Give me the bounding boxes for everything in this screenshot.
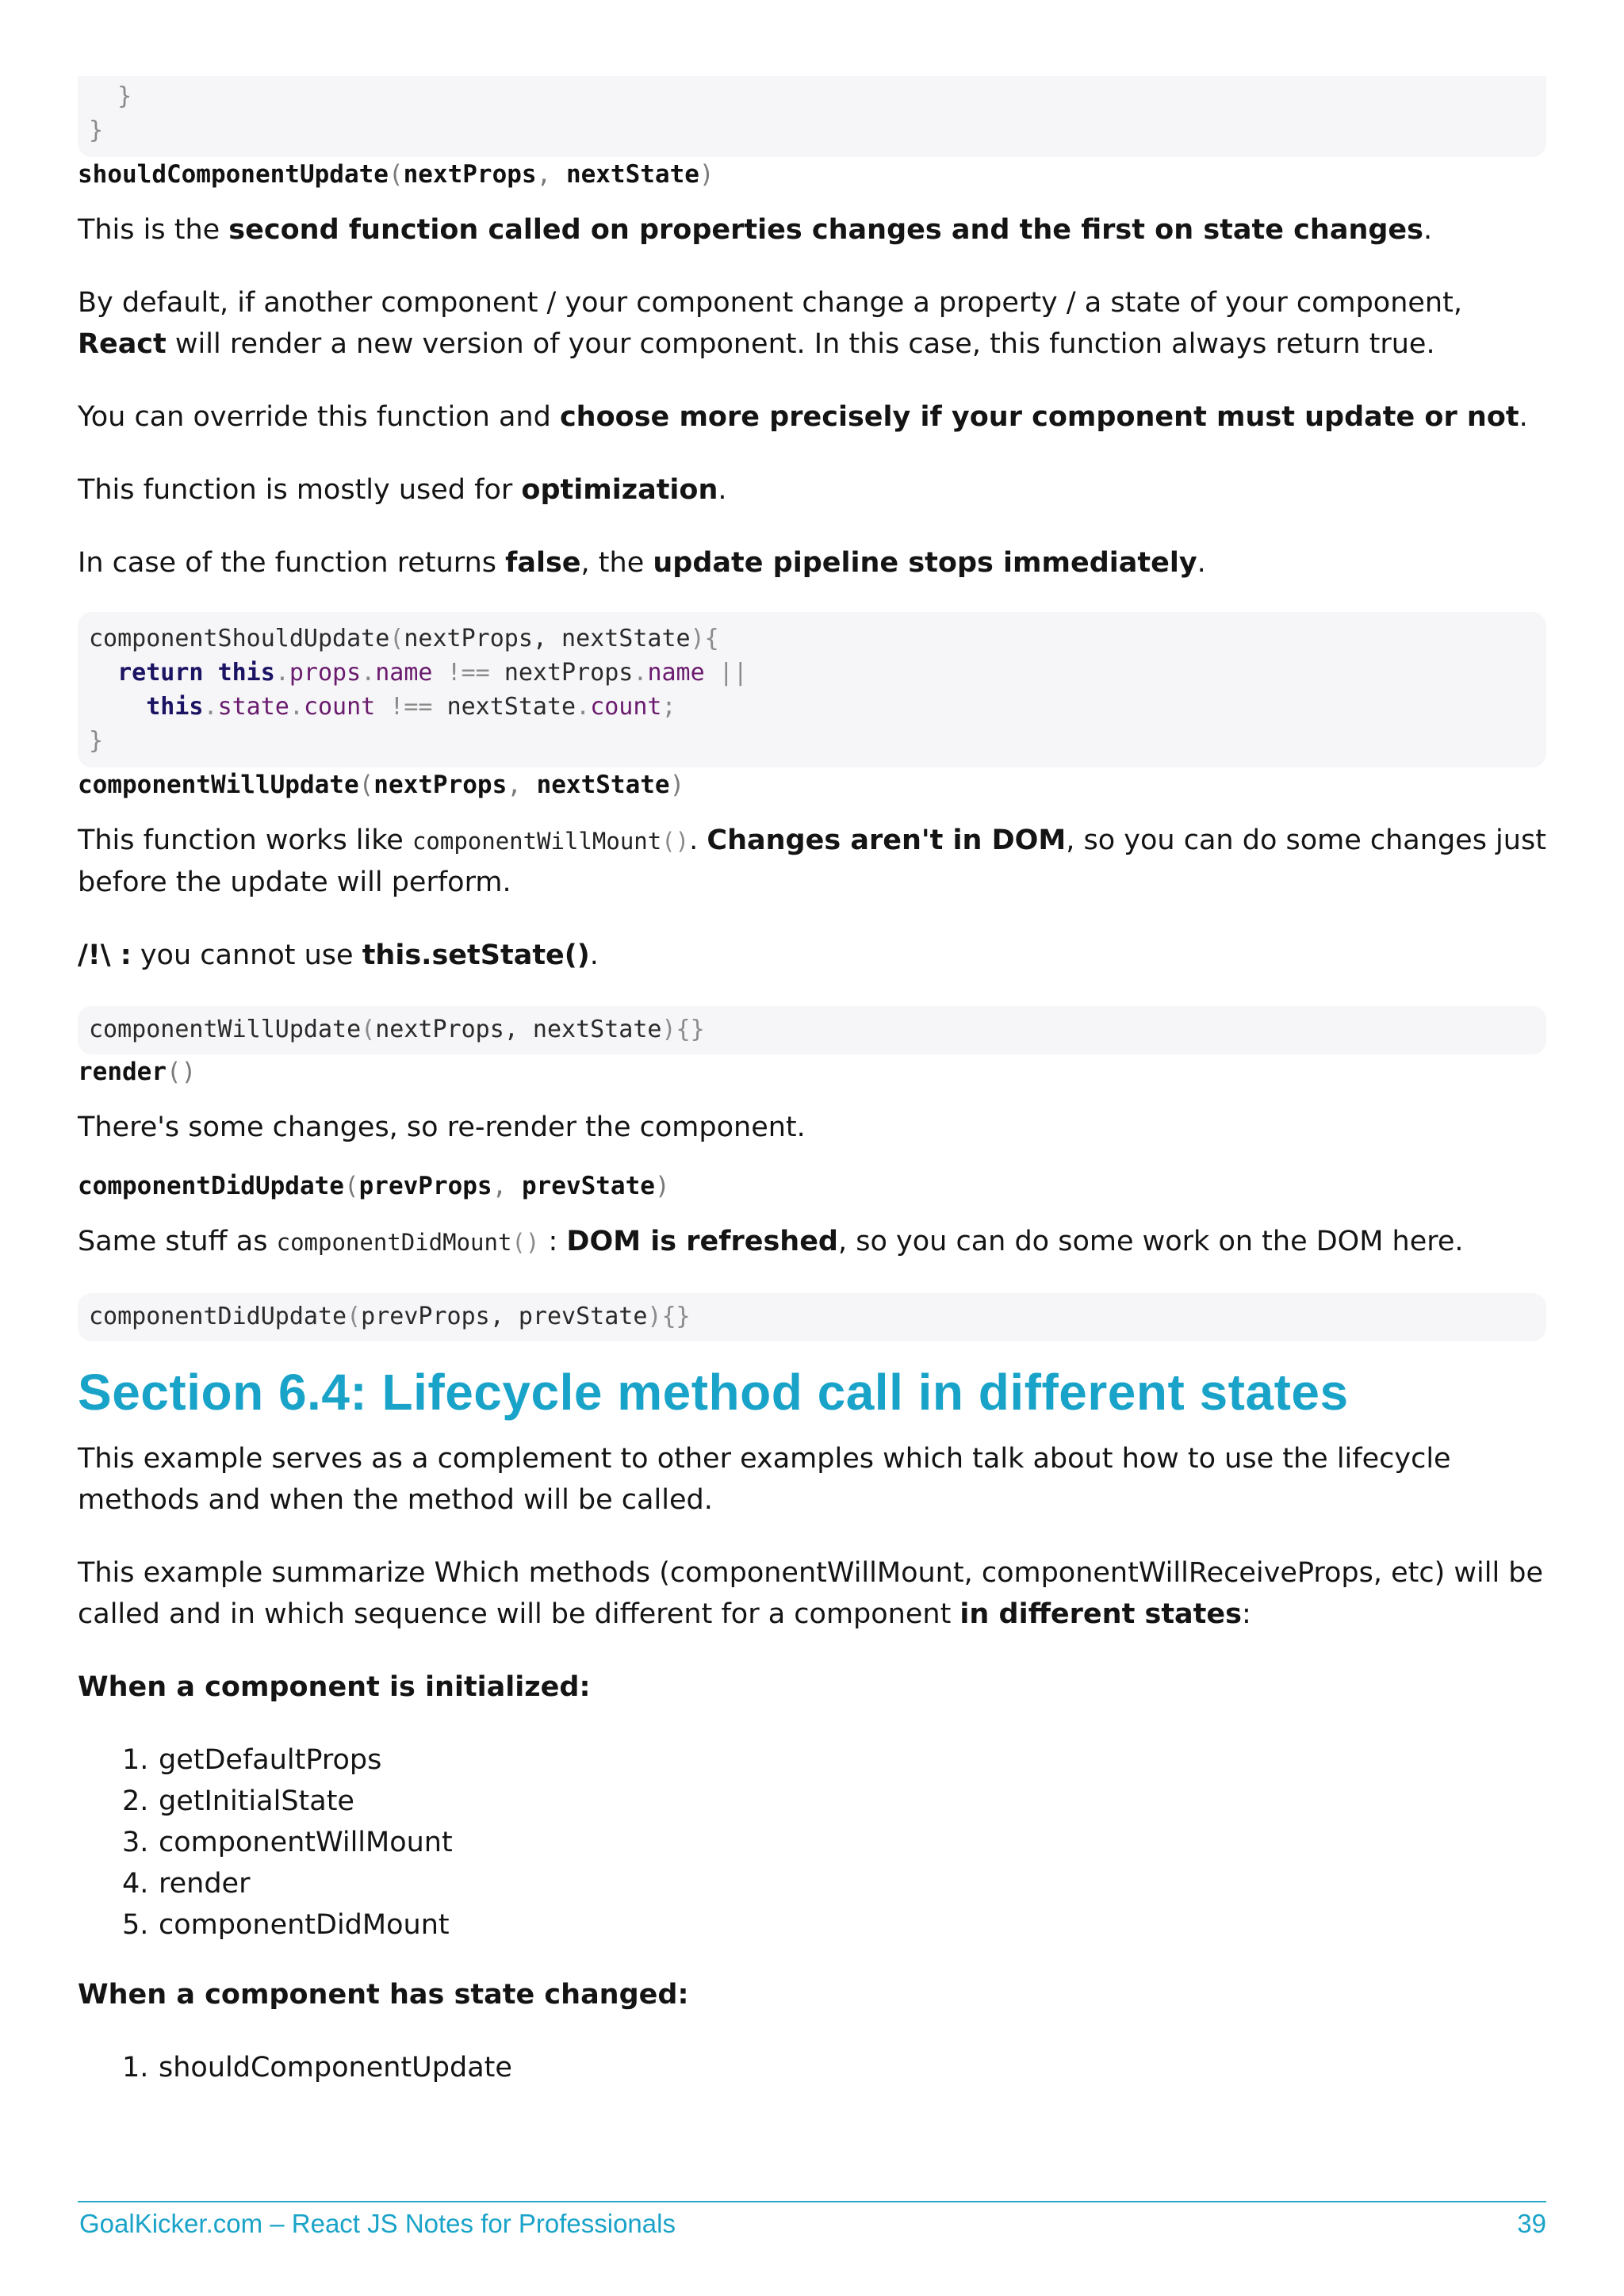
method-arg: nextState <box>565 160 699 189</box>
paragraph: This is the second function called on properties changes and the first on state changes. <box>78 214 1433 246</box>
method-signature-component-did-update: componentDidUpdate(prevProps, prevState) <box>78 1172 670 1200</box>
code-line: } <box>89 82 132 110</box>
section-title: Section 6.4: Lifecycle method call in different states <box>78 1364 1349 1421</box>
list-item: 4. render <box>122 1868 251 1900</box>
code-block-top <box>78 76 1546 157</box>
list-item: 2. getInitialState <box>122 1785 354 1817</box>
method-name: shouldComponentUpdate <box>78 160 389 189</box>
paragraph: Same stuff as componentDidMount() : DOM is refreshed, so you can do some work on the DOM here. <box>78 1226 1464 1257</box>
paragraph-warning: /!\ : you cannot use this.setState(). <box>78 939 599 971</box>
page-content <box>78 76 1546 2088</box>
code-block-will-update: componentWillUpdate(nextProps, nextState){} <box>78 1006 1546 1054</box>
paragraph: There's some changes, so re-render the component. <box>78 1112 806 1143</box>
list-initialized <box>78 1739 1546 1946</box>
footer-divider <box>78 2201 1546 2202</box>
code-block-should-update: componentShouldUpdate(nextProps, nextState){ return this.props.name !== nextProps.name || this.state.count !== nextState.count; } <box>78 612 1546 767</box>
paragraph: This function works like componentWillMount(). Changes aren't in DOM, so you can do some changes just before the update will perform. <box>78 825 1546 898</box>
paragraph: You can override this function and choose more precisely if your component must update or not. <box>78 401 1528 433</box>
paragraph: This example summarize Which methods (componentWillMount, componentWillReceiveProps, etc) will be called and in which sequence will be different for a component in different states: <box>78 1557 1544 1630</box>
paragraph: In case of the function returns false, the update pipeline stops immediately. <box>78 547 1206 579</box>
subheading-state-changed: When a component has state changed: <box>78 1979 689 2011</box>
paragraph: By default, if another component / your component change a property / a state of your component, React will render a new version of your component. In this case, this function always return true. <box>78 287 1462 360</box>
footer-source: GoalKicker.com – React JS Notes for Professionals <box>79 2209 676 2238</box>
list-item: 3. componentWillMount <box>122 1827 453 1858</box>
list-item: 1. getDefaultProps <box>122 1744 382 1776</box>
method-arg: nextProps <box>403 160 537 189</box>
code-block-did-update: componentDidUpdate(prevProps, prevState){} <box>78 1293 1546 1341</box>
method-signature-render: render() <box>78 1058 197 1086</box>
paragraph: This function is mostly used for optimization. <box>78 474 727 506</box>
page-number: 39 <box>1517 2209 1546 2238</box>
paragraph: This example serves as a complement to other examples which talk about how to use the lifecycle methods and when the method will be called. <box>78 1443 1451 1516</box>
method-signature-component-will-update: componentWillUpdate(nextProps, nextState) <box>78 771 685 799</box>
method-signature-should-component-update: shouldComponentUpdate(nextProps, nextState) <box>78 160 714 189</box>
list-item: 5. componentDidMount <box>122 1909 450 1941</box>
subheading-initialized: When a component is initialized: <box>78 1671 591 1703</box>
code-line: } <box>89 117 104 144</box>
list-item: 1. shouldComponentUpdate <box>122 2052 512 2084</box>
list-state-changed <box>78 2047 1546 2088</box>
